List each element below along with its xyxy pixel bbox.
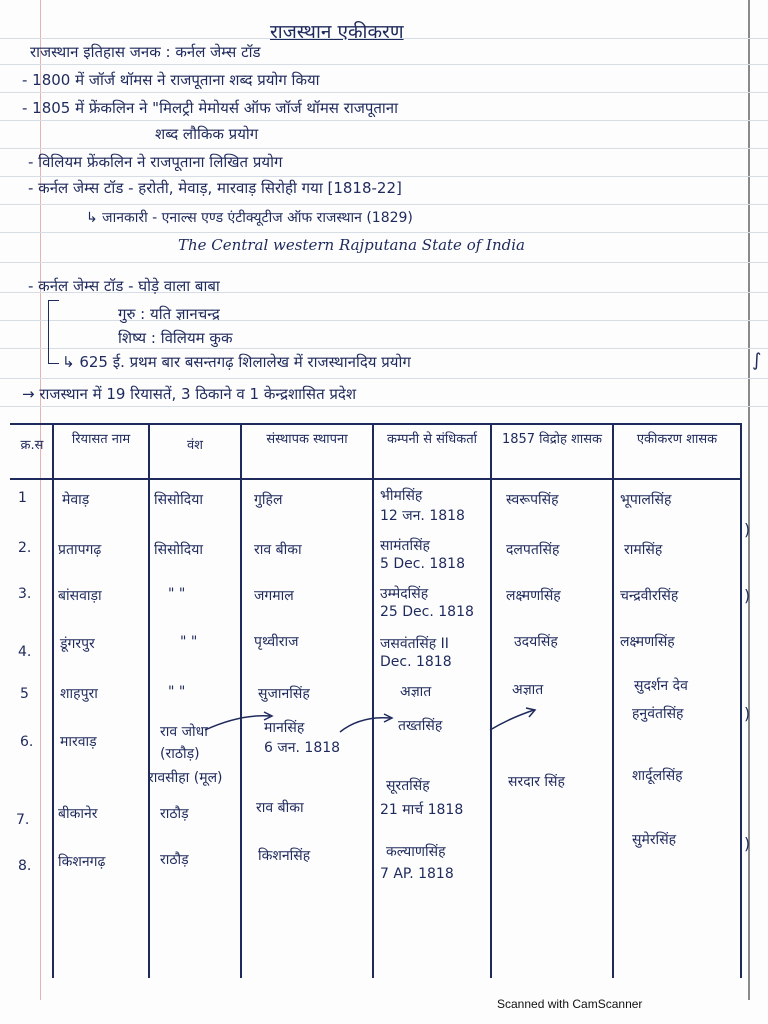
header-1857-ruler: 1857 विद्रोह शासक bbox=[501, 432, 603, 447]
table-row-6b-unification: शार्दूलसिंह bbox=[632, 768, 683, 784]
table-row-2-no: 2. bbox=[18, 540, 32, 556]
note-line-6: - कर्नल जेम्स टॉड - हरोती, मेवाड़, मारवाड़ सिरोही गया [1818-22] bbox=[28, 179, 402, 197]
note-line-5: - विलियम फ्रेंकलिन ने राजपूताना लिखित प्रयोग bbox=[28, 153, 283, 171]
table-row-1-unification: भूपालसिंह bbox=[620, 492, 672, 508]
ruled-line bbox=[0, 232, 768, 233]
table-row-4-unification: लक्ष्मणसिंह bbox=[620, 634, 675, 650]
table-row-8-state: किशनगढ़ bbox=[58, 854, 106, 870]
table-row-1-1857: स्वरूपसिंह bbox=[506, 492, 559, 508]
ruled-line bbox=[0, 320, 768, 321]
table-column-divider bbox=[490, 423, 492, 978]
table-row-3-no: 3. bbox=[18, 586, 32, 602]
arrow-1 bbox=[205, 716, 270, 730]
table-row-5-state: शाहपुरा bbox=[60, 686, 98, 702]
table-column-divider bbox=[240, 423, 242, 978]
table-row-2-dynasty: सिसोदिया bbox=[154, 542, 203, 558]
table-row-3-state: बांसवाड़ा bbox=[58, 588, 102, 604]
ruled-line bbox=[0, 348, 768, 349]
table-row-6b-treaty-date: 21 मार्च 1818 bbox=[380, 802, 464, 818]
table-row-6-dynasty-3: रावसीहा (मूल) bbox=[148, 770, 223, 786]
table-row-4-treaty: जसवंतसिंह II bbox=[380, 636, 449, 652]
table-top-border bbox=[10, 423, 740, 425]
table-row-6b-1857: सरदार सिंह bbox=[508, 774, 565, 790]
header-unification-ruler: एकीकरण शासक bbox=[636, 432, 718, 447]
table-row-2-founder: राव बीका bbox=[254, 542, 302, 558]
table-row-8-no: 8. bbox=[18, 858, 32, 874]
table-column-divider bbox=[372, 423, 374, 978]
table-row-6-treaty: तख्तसिंह bbox=[398, 718, 443, 734]
edge-mark: ∫ bbox=[752, 350, 762, 371]
ruled-line bbox=[0, 378, 768, 379]
note-line-9: - कर्नल जेम्स टॉड - घोड़े वाला बाबा bbox=[28, 277, 220, 295]
arrow-3 bbox=[490, 710, 534, 730]
table-row-5-founder: सुजानसिंह bbox=[258, 686, 310, 702]
succession-arrows bbox=[200, 706, 540, 746]
table-column-divider bbox=[612, 423, 614, 978]
table-row-8-treaty-date: 7 AP. 1818 bbox=[380, 866, 454, 882]
table-row-8-treaty: कल्याणसिंह bbox=[386, 844, 446, 860]
table-row-3-founder: जगमाल bbox=[254, 588, 294, 604]
table-row-6-founder-date: 6 जन. 1818 bbox=[264, 740, 341, 756]
table-row-5-unification: सुदर्शन देव bbox=[634, 678, 688, 694]
table-row-7-founder: राव बीका bbox=[256, 800, 304, 816]
bracket bbox=[48, 300, 59, 364]
table-row-2-1857: दलपतसिंह bbox=[506, 542, 560, 558]
table-row-1-no: 1 bbox=[18, 490, 27, 506]
table-row-2-treaty-date: 5 Dec. 1818 bbox=[380, 556, 465, 572]
note-line-1: राजस्थान इतिहास जनक : कर्नल जेम्स टॉड bbox=[30, 43, 261, 61]
table-row-4-state: डूंगरपुर bbox=[60, 636, 95, 652]
ruled-line bbox=[0, 120, 768, 121]
note-line-3: - 1805 में फ्रेंकलिन ने "मिलट्री मेमोयर्स ऑफ जॉर्ज थॉमस राजपूताना bbox=[22, 99, 399, 117]
table-row-1-treaty-date: 12 जन. 1818 bbox=[380, 508, 465, 524]
table-row-6-dynasty: राव जोधा bbox=[160, 724, 208, 740]
table-row-4-no: 4. bbox=[18, 644, 32, 660]
table-row-4-dynasty: " " bbox=[180, 634, 198, 650]
ruled-line bbox=[0, 262, 768, 263]
table-row-6-unification: हनुवंतसिंह bbox=[632, 706, 684, 722]
table-row-3-dynasty: " " bbox=[168, 586, 186, 602]
header-founder: संस्थापक स्थापना bbox=[266, 432, 348, 447]
header-treaty: कम्पनी से संधिकर्ता bbox=[386, 432, 478, 447]
table-row-2-treaty: सामंतसिंह bbox=[380, 538, 430, 554]
table-row-2-state: प्रतापगढ़ bbox=[58, 542, 102, 558]
table-row-4-founder: पृथ्वीराज bbox=[254, 634, 299, 650]
note-line-8-english: The Central western Rajputana State of India bbox=[178, 236, 525, 254]
header-serial: क्र.स bbox=[20, 438, 44, 453]
table-row-5-no: 5 bbox=[20, 686, 29, 702]
table-row-1-dynasty: सिसोदिया bbox=[154, 492, 203, 508]
table-row-7-no: 7. bbox=[16, 812, 30, 828]
table-row-6-dynasty-2: (राठौड़) bbox=[160, 746, 200, 762]
table-row-6b-treaty: सूरतसिंह bbox=[386, 778, 430, 794]
table-row-8-unification: सुमेरसिंह bbox=[632, 832, 677, 848]
table-row-4-1857: उदयसिंह bbox=[514, 634, 558, 650]
table-row-6-founder: मानसिंह bbox=[264, 720, 305, 736]
note-shishya: शिष्य : विलियम कुक bbox=[118, 329, 233, 347]
header-state-name: रियासत नाम bbox=[71, 432, 131, 447]
table-row-6-state: मारवाड़ bbox=[60, 734, 97, 750]
header-dynasty: वंश bbox=[186, 438, 204, 453]
table-row-6-no: 6. bbox=[20, 734, 34, 750]
note-line-4: शब्द लौकिक प्रयोग bbox=[155, 125, 259, 143]
edge-mark: ) bbox=[744, 586, 751, 605]
table-row-1-founder: गुहिल bbox=[254, 492, 283, 508]
edge-mark: ) bbox=[744, 834, 751, 853]
table-row-5-treaty: अज्ञात bbox=[400, 684, 432, 700]
edge-mark: ) bbox=[744, 704, 751, 723]
table-row-3-treaty-date: 25 Dec. 1818 bbox=[380, 604, 474, 620]
scanner-watermark: Scanned with CamScanner bbox=[497, 997, 643, 1011]
arrow-2 bbox=[340, 718, 390, 732]
table-row-3-1857: लक्ष्मणसिंह bbox=[506, 588, 561, 604]
edge-mark: ) bbox=[744, 520, 751, 539]
table-row-7-state: बीकानेर bbox=[58, 806, 98, 822]
table-row-7-dynasty: राठौड़ bbox=[160, 806, 189, 822]
table-row-8-dynasty: राठौड़ bbox=[160, 852, 189, 868]
table-column-divider bbox=[148, 423, 150, 978]
ruled-line bbox=[0, 176, 768, 177]
table-row-5-1857: अज्ञात bbox=[512, 682, 544, 698]
note-line-13: → राजस्थान में 19 रियासतें, 3 ठिकाने व 1 केन्द्रशासित प्रदेश bbox=[22, 385, 357, 403]
ruled-line bbox=[0, 406, 768, 407]
page-margin-line bbox=[40, 0, 41, 1000]
table-row-4-treaty-date: Dec. 1818 bbox=[380, 654, 452, 670]
ruled-line bbox=[0, 148, 768, 149]
table-row-8-founder: किशनसिंह bbox=[258, 848, 311, 864]
table-row-3-treaty: उम्मेदसिंह bbox=[380, 586, 429, 602]
table-row-1-state: मेवाड़ bbox=[62, 492, 90, 508]
note-line-7: ↳ जानकारी - एनाल्स एण्ड एंटीक्यूटीज ऑफ राजस्थान (1829) bbox=[86, 210, 413, 226]
table-row-3-unification: चन्द्रवीरसिंह bbox=[620, 588, 679, 604]
table-row-1-treaty: भीमसिंह bbox=[380, 488, 423, 504]
table-row-2-unification: रामसिंह bbox=[624, 542, 663, 558]
note-line-12: ↳ 625 ई. प्रथम बार बसन्तगढ़ शिलालेख में राजस्थानदिय प्रयोग bbox=[62, 353, 411, 371]
table-column-divider bbox=[52, 423, 54, 978]
note-line-2: - 1800 में जॉर्ज थॉमस ने राजपूताना शब्द प्रयोग किया bbox=[22, 71, 320, 89]
ruled-line bbox=[0, 92, 768, 93]
table-column-divider bbox=[740, 423, 742, 978]
ruled-line bbox=[0, 64, 768, 65]
table-header-border bbox=[10, 478, 740, 480]
page-title: राजस्थान एकीकरण bbox=[270, 21, 404, 43]
note-guru: गुरु : यति ज्ञानचन्द्र bbox=[118, 305, 220, 323]
table-row-5-dynasty: " " bbox=[168, 684, 186, 700]
ruled-line bbox=[0, 204, 768, 205]
